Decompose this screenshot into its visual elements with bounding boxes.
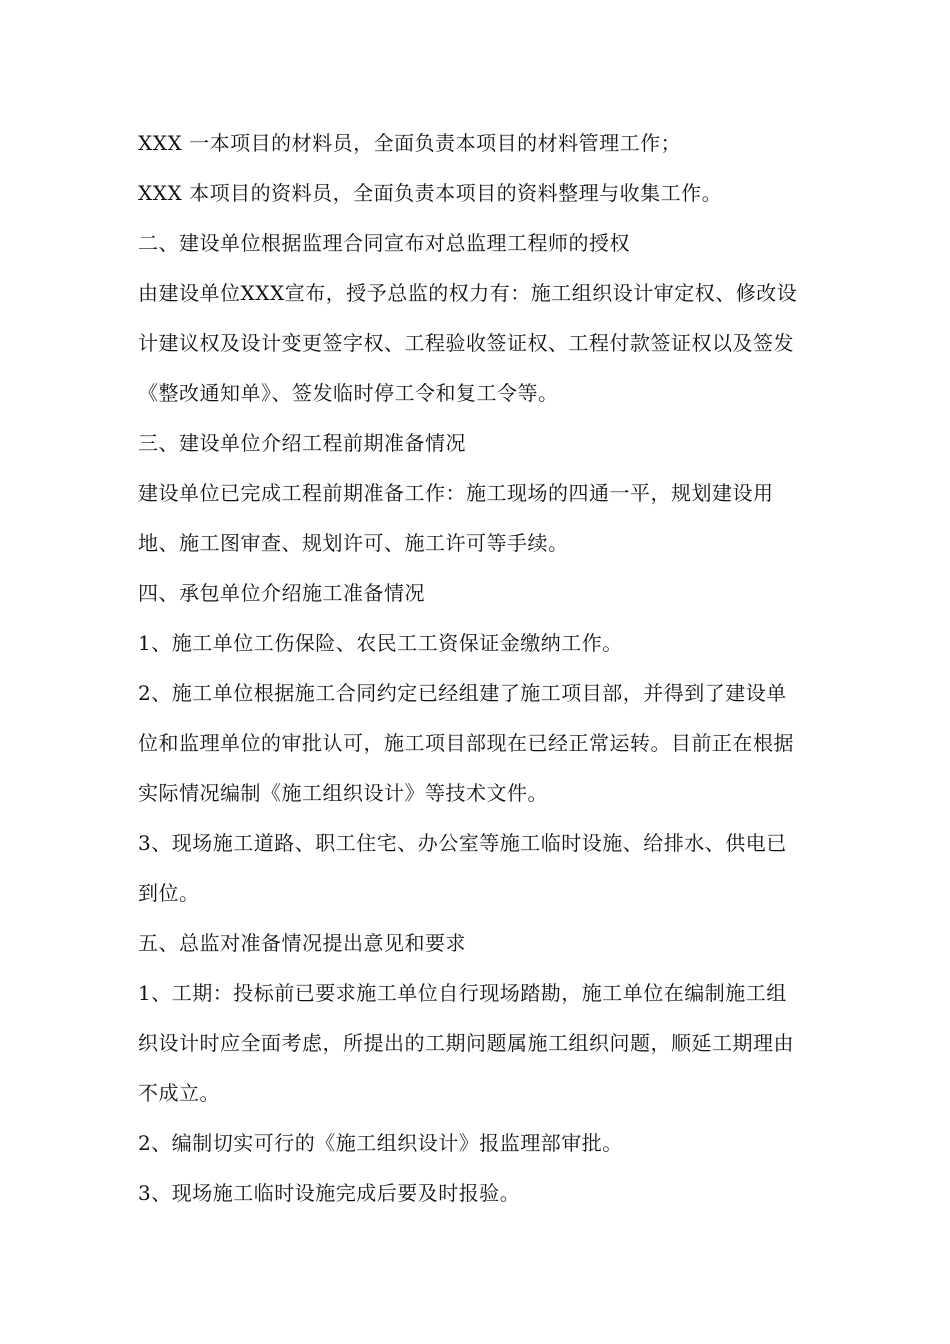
section-heading: 二、建设单位根据监理合同宣布对总监理工程师的授权 — [138, 231, 630, 255]
text-line: 3、现场施工道路、职工住宅、办公室等施工临时设施、给排水、供电已 — [138, 831, 787, 855]
text-line: XXX 本项目的资料员，全面负责本项目的资料整理与收集工作。 — [138, 181, 723, 205]
document-body — [138, 118, 838, 1218]
text-line: XXX 一本项目的材料员，全面负责本项目的材料管理工作； — [138, 131, 682, 155]
section-heading: 三、建设单位介绍工程前期准备情况 — [138, 431, 466, 455]
text-line: 织设计时应全面考虑，所提出的工期问题属施工组织问题，顺延工期理由 — [138, 1031, 794, 1055]
text-line: 1、施工单位工伤保险、农民工工资保证金缴纳工作。 — [138, 631, 623, 655]
text-line: 实际情况编制《施工组织设计》等技术文件。 — [138, 781, 548, 805]
text-line: 不成立。 — [138, 1081, 220, 1105]
text-line: 到位。 — [138, 881, 200, 905]
text-line: 2、施工单位根据施工合同约定已经组建了施工项目部，并得到了建设单 — [138, 681, 787, 705]
text-line: 由建设单位XXX宣布，授予总监的权力有：施工组织设计审定权、修改设 — [138, 281, 798, 305]
text-line: 位和监理单位的审批认可，施工项目部现在已经正常运转。目前正在根据 — [138, 731, 794, 755]
text-line: 3、现场施工临时设施完成后要及时报验。 — [138, 1181, 521, 1205]
text-line: 2、编制切实可行的《施工组织设计》报监理部审批。 — [138, 1131, 623, 1155]
text-line: 地、施工图审查、规划许可、施工许可等手续。 — [138, 531, 569, 555]
text-line: 《整改通知单》、签发临时停工令和复工令等。 — [138, 381, 559, 405]
text-line: 建设单位已完成工程前期准备工作：施工现场的四通一平，规划建设用 — [138, 481, 774, 505]
section-heading: 五、总监对准备情况提出意见和要求 — [138, 931, 466, 955]
section-heading: 四、承包单位介绍施工准备情况 — [138, 581, 425, 605]
text-line: 计建议权及设计变更签字权、工程验收签证权、工程付款签证权以及签发 — [138, 331, 794, 355]
text-line: 1、工期：投标前已要求施工单位自行现场踏勘，施工单位在编制施工组 — [138, 981, 787, 1005]
